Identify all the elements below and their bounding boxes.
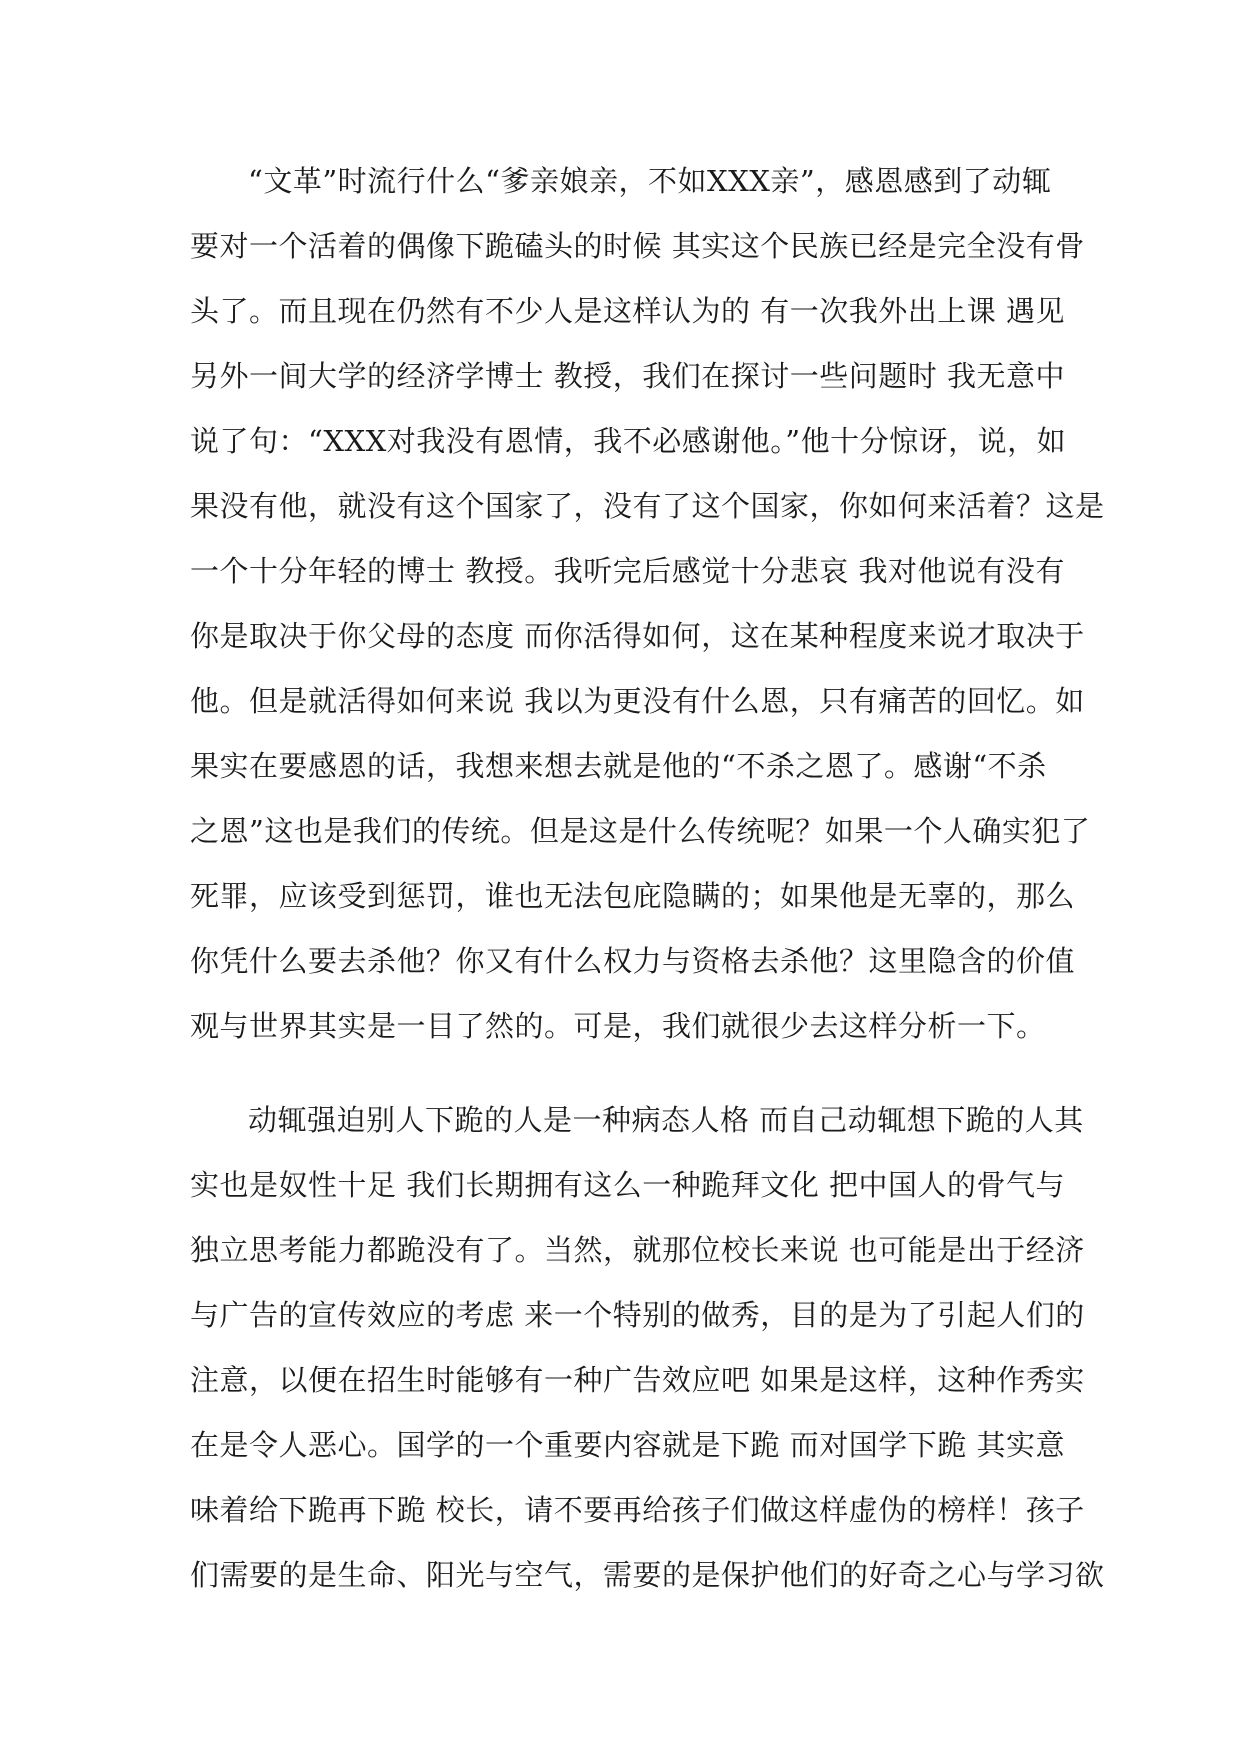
paragraph-line: 你凭什么要去杀他？你又有什么权力与资格去杀他？这里隐含的价值 xyxy=(190,944,1076,978)
paragraph-line: “文革”时流行什么“爹亲娘亲，不如XXX亲”，感恩感到了动辄 xyxy=(248,164,1052,198)
paragraph-line: 一个十分年轻的博士 教授。我听完后感觉十分悲哀 我对他说有没有 xyxy=(190,554,1065,588)
paragraph-line: 另外一间大学的经济学博士 教授，我们在探讨一些问题时 我无意中 xyxy=(190,359,1065,393)
paragraph-line: 在是令人恶心。国学的一个重要内容就是下跪 而对国学下跪 其实意 xyxy=(190,1428,1065,1462)
paragraph-line: 动辄强迫别人下跪的人是一种病态人格 而自己动辄想下跪的人其 xyxy=(248,1103,1084,1137)
paragraph-line: 注意，以便在招生时能够有一种广告效应吧 如果是这样，这种作秀实 xyxy=(190,1363,1085,1397)
paragraph-line: 们需要的是生命、阳光与空气，需要的是保护他们的好奇之心与学习欲 xyxy=(190,1558,1105,1592)
paragraph-line: 观与世界其实是一目了然的。可是，我们就很少去这样分析一下。 xyxy=(190,1009,1046,1043)
paragraph-line: 你是取决于你父母的态度 而你活得如何，这在某种程度来说才取决于 xyxy=(190,619,1085,653)
paragraph-line: 味着给下跪再下跪 校长，请不要再给孩子们做这样虚伪的榜样！孩子 xyxy=(190,1493,1085,1527)
paragraph-line: 实也是奴性十足 我们长期拥有这么一种跪拜文化 把中国人的骨气与 xyxy=(190,1168,1065,1202)
paragraph-line: 与广告的宣传效应的考虑 来一个特别的做秀，目的是为了引起人们的 xyxy=(190,1298,1085,1332)
paragraph-line: 他。但是就活得如何来说 我以为更没有什么恩，只有痛苦的回忆。如 xyxy=(190,684,1085,718)
paragraph-line: 独立思考能力都跪没有了。当然，就那位校长来说 也可能是出于经济 xyxy=(190,1233,1085,1267)
paragraph-1 xyxy=(190,149,1105,1059)
paragraph-line: 果实在要感恩的话，我想来想去就是他的“不杀之恩了。感谢“不杀 xyxy=(190,749,1047,783)
paragraph-line: 之恩”这也是我们的传统。但是这是什么传统呢？如果一个人确实犯了 xyxy=(190,814,1091,848)
paragraph-line: 死罪，应该受到惩罚，谁也无法包庇隐瞒的；如果他是无辜的，那么 xyxy=(190,879,1076,913)
paragraph-line: 说了句：“XXX对我没有恩情，我不必感谢他。”他十分惊讶，说，如 xyxy=(190,424,1067,458)
paragraph-2 xyxy=(190,1088,1105,1608)
paragraph-line: 要对一个活着的偶像下跪磕头的时候 其实这个民族已经是完全没有骨 xyxy=(190,229,1085,263)
paragraph-line: 果没有他，就没有这个国家了，没有了这个国家，你如何来活着？这是 xyxy=(190,489,1105,523)
paragraph-line: 头了。而且现在仍然有不少人是这样认为的 有一次我外出上课 遇见 xyxy=(190,294,1065,328)
